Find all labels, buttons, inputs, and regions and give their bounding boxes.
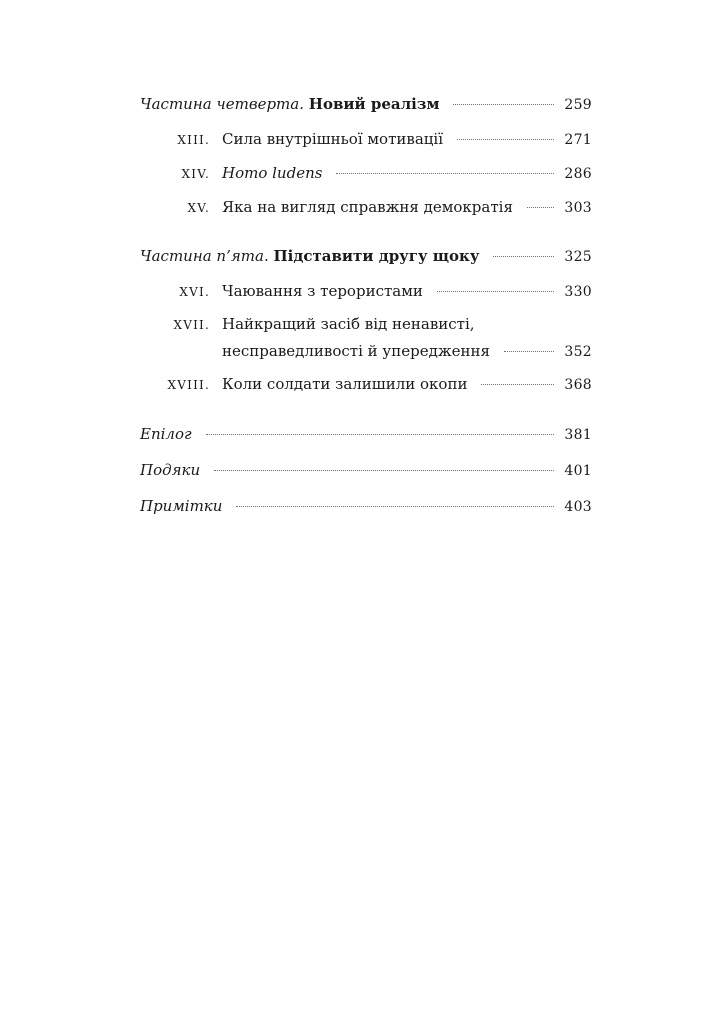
page-number: 259	[564, 97, 592, 113]
chapter-title: Homo ludens	[222, 164, 323, 182]
dot-leader	[437, 291, 555, 292]
end-matter-title: Епілог	[140, 425, 192, 443]
chapter-title-line2: несправедливості й упередження	[222, 342, 490, 360]
page-number: 368	[564, 377, 592, 393]
dot-leader	[527, 207, 554, 208]
page-number: 401	[564, 463, 592, 479]
toc-chapter-entry	[140, 280, 592, 303]
part-label: Частина п’ята.	[140, 247, 269, 265]
part-title: Підставити другу щоку	[273, 247, 480, 265]
chapter-title: Яка на вигляд справжня демократія	[222, 198, 513, 216]
page-number: 352	[564, 344, 592, 360]
dot-leader	[504, 351, 554, 352]
toc-chapter-entry-line1	[140, 313, 475, 336]
page-number: 271	[564, 132, 592, 148]
part-heading	[140, 245, 479, 267]
toc-chapter-entry	[140, 128, 592, 151]
chapter-title: Чаювання з терористами	[222, 282, 423, 300]
toc-end-entry	[140, 423, 592, 446]
chapter-title: Сила внутрішньої мотивації	[222, 130, 444, 148]
page-number: 325	[564, 249, 592, 265]
part-label: Частина четверта.	[140, 95, 304, 113]
end-matter-title: Подяки	[140, 461, 201, 479]
toc-chapter-entry-line2	[140, 340, 592, 363]
page-number: 330	[564, 284, 592, 300]
toc-chapter-entry	[140, 373, 592, 396]
toc-chapter-entry	[140, 196, 592, 219]
dot-leader	[336, 173, 554, 174]
chapter-numeral: XVIII.	[167, 378, 210, 392]
toc-part-entry	[140, 93, 592, 116]
dot-leader	[481, 384, 554, 385]
dot-leader	[214, 470, 554, 471]
chapter-numeral: XIV.	[181, 167, 210, 181]
toc-part-entry	[140, 245, 592, 268]
toc-end-entry	[140, 459, 592, 482]
dot-leader	[457, 139, 554, 140]
chapter-numeral: XVI.	[179, 285, 210, 299]
dot-leader	[493, 256, 554, 257]
toc-chapter-entry	[140, 162, 592, 185]
dot-leader	[206, 434, 555, 435]
part-title: Новий реалізм	[308, 95, 440, 113]
dot-leader	[236, 506, 554, 507]
chapter-title: Коли солдати залишили окопи	[222, 375, 468, 393]
page-number: 303	[564, 200, 592, 216]
toc-end-entry	[140, 495, 592, 518]
end-matter-title: Примітки	[140, 497, 223, 515]
dot-leader	[453, 104, 554, 105]
chapter-numeral: XIII.	[177, 133, 210, 147]
page-number: 381	[564, 427, 592, 443]
part-heading	[140, 93, 439, 115]
page-number: 403	[564, 499, 592, 515]
chapter-title-line1: Найкращий засіб від ненависті,	[222, 315, 475, 333]
chapter-numeral: XVII.	[173, 318, 210, 332]
chapter-numeral: XV.	[187, 201, 210, 215]
page-number: 286	[564, 166, 592, 182]
